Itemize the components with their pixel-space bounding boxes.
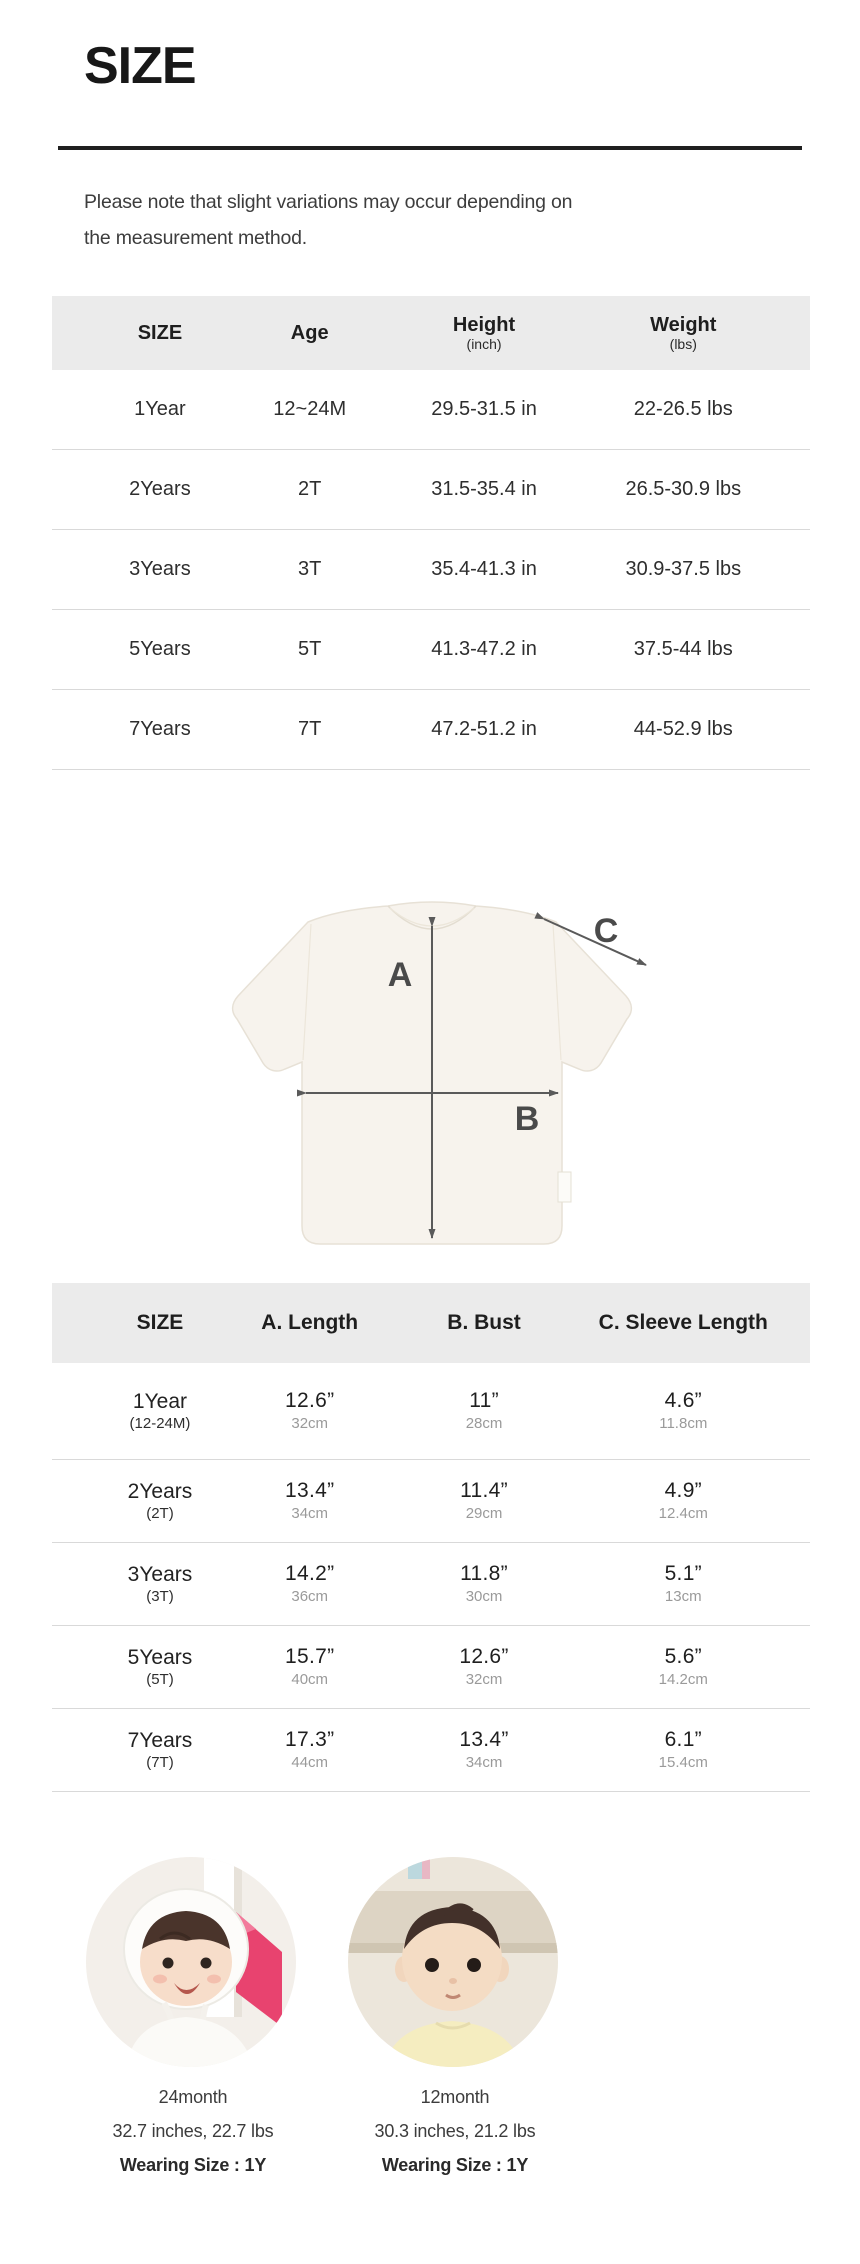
table-row <box>52 1363 810 1460</box>
header-cell-size: SIZE <box>136 1311 184 1334</box>
table-row: 2Years 2T 31.5-35.4 in 26.5-30.9 lbs <box>52 450 810 530</box>
length-cell: 12.6” 32cm <box>285 1389 335 1432</box>
table-row <box>52 1626 810 1709</box>
bust-cell: 13.4” 34cm <box>459 1728 509 1771</box>
table-row <box>52 1460 810 1543</box>
sleeve-cell: 6.1” 15.4cm <box>658 1728 708 1771</box>
model-photo-12month <box>348 1857 558 2067</box>
sleeve-cell: 4.9” 12.4cm <box>658 1479 708 1522</box>
title-divider <box>58 146 802 150</box>
model-wearing-size: Wearing Size : 1Y <box>119 2155 267 2175</box>
header-cell-sleeve: C. Sleeve Length <box>598 1311 768 1334</box>
model-stats: 30.3 inches, 21.2 lbs <box>374 2121 536 2141</box>
length-cell: 14.2” 36cm <box>285 1562 335 1605</box>
diagram-label-a: A <box>387 956 413 994</box>
size-cell: 7Years (7T) <box>127 1729 193 1771</box>
bust-cell: 11.4” 29cm <box>460 1479 508 1522</box>
diagram-label-c: C <box>593 912 619 950</box>
bust-cell: 11” 28cm <box>465 1389 503 1432</box>
size-age-table-header <box>52 296 810 370</box>
page-title: SIZE <box>84 37 196 95</box>
sleeve-cell: 5.6” 14.2cm <box>658 1645 708 1688</box>
model-wearing-size: Wearing Size : 1Y <box>381 2155 529 2175</box>
tshirt-measurement-diagram <box>0 860 860 1260</box>
size-cell: 1Year (12-24M) <box>129 1390 191 1432</box>
table-row: 7Years 7T 47.2-51.2 in 44-52.9 lbs <box>52 690 810 770</box>
size-age-table <box>52 296 810 770</box>
sleeve-cell: 5.1” 13cm <box>664 1562 702 1605</box>
tshirt-side-tag <box>558 1172 571 1202</box>
table-row: 5Years 5T 41.3-47.2 in 37.5-44 lbs <box>52 610 810 690</box>
table-row <box>52 1709 810 1792</box>
header-cell-bust: B. Bust <box>447 1311 521 1334</box>
model-stats: 32.7 inches, 22.7 lbs <box>112 2121 274 2141</box>
header-cell-weight: Weight (lbs) <box>650 314 717 352</box>
header-cell-height: Height (inch) <box>452 314 516 352</box>
model-age: 12month <box>420 2087 490 2107</box>
table-row: 3Years 3T 35.4-41.3 in 30.9-37.5 lbs <box>52 530 810 610</box>
length-cell: 15.7” 40cm <box>285 1645 335 1688</box>
measurement-table-header <box>52 1283 810 1363</box>
note-line-2: the measurement method. <box>84 227 308 249</box>
length-cell: 17.3” 44cm <box>285 1728 335 1771</box>
sleeve-cell: 4.6” 11.8cm <box>659 1389 708 1432</box>
baby-boy-illustration <box>348 1857 558 2067</box>
baby-girl-illustration <box>86 1857 296 2067</box>
table-row: 1Year 12~24M 29.5-31.5 in 22-26.5 lbs <box>52 370 810 450</box>
table-row <box>52 1543 810 1626</box>
model-photo-24month <box>86 1857 296 2067</box>
note-line-1: Please note that slight variations may occur depending on <box>84 191 573 213</box>
length-cell: 13.4” 34cm <box>285 1479 335 1522</box>
size-cell: 3Years (3T) <box>127 1563 193 1605</box>
measurement-note <box>84 184 572 256</box>
diagram-label-b: B <box>514 1100 540 1138</box>
header-cell-size: SIZE <box>137 322 183 344</box>
header-cell-length: A. Length <box>261 1311 359 1334</box>
bust-cell: 11.8” 30cm <box>460 1562 508 1605</box>
measurement-table <box>52 1283 810 1792</box>
header-cell-age: Age <box>290 322 329 344</box>
model-age: 24month <box>158 2087 228 2107</box>
size-cell: 2Years (2T) <box>127 1480 193 1522</box>
size-cell: 5Years (5T) <box>127 1646 193 1688</box>
bust-cell: 12.6” 32cm <box>459 1645 509 1688</box>
tshirt-diagram-svg <box>0 860 860 1260</box>
model-caption-24month <box>60 2080 326 2182</box>
model-caption-12month <box>322 2080 588 2182</box>
